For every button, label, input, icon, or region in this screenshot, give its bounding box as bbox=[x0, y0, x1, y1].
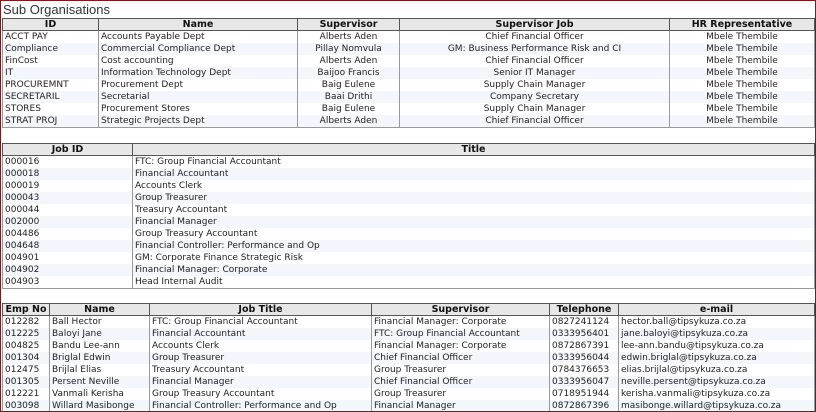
table-cell: Mbele Thembile bbox=[670, 31, 815, 44]
table-cell: Chief Financial Officer bbox=[400, 31, 670, 44]
table-cell: Procurement Stores bbox=[99, 103, 298, 115]
suborgs-header-row bbox=[3, 19, 815, 31]
table-cell: GM: Business Performance Risk and CI bbox=[400, 43, 670, 55]
table-cell: Accounts Payable Dept bbox=[99, 31, 298, 44]
table-cell: Alberts Aden bbox=[298, 31, 400, 44]
table-cell: 000019 bbox=[3, 180, 133, 192]
table-cell: Baloyi Jane bbox=[50, 328, 150, 340]
table-cell: Baig Eulene bbox=[298, 79, 400, 91]
table-cell: 004825 bbox=[3, 340, 50, 352]
job-row[interactable] bbox=[3, 180, 815, 192]
table-cell: Financial Controller: Performance and Op bbox=[133, 240, 815, 252]
table-cell: 004902 bbox=[3, 264, 133, 276]
column-header[interactable]: ID bbox=[3, 19, 99, 31]
table-cell: Group Treasurer bbox=[372, 388, 550, 400]
employees-table bbox=[2, 303, 815, 412]
column-header[interactable]: Supervisor bbox=[298, 19, 400, 31]
table-cell: 000043 bbox=[3, 192, 133, 204]
table-cell: 000044 bbox=[3, 204, 133, 216]
table-cell: Mbele Thembile bbox=[670, 79, 815, 91]
column-header[interactable]: HR Representative bbox=[670, 19, 815, 31]
table-cell: 012282 bbox=[3, 316, 50, 329]
table-cell: jane.baloyi@tipsykuza.co.za bbox=[619, 328, 815, 340]
column-header[interactable]: Emp No bbox=[3, 304, 50, 316]
table-cell: Group Treasurer bbox=[133, 192, 815, 204]
table-cell: Willard Masibonge bbox=[50, 400, 150, 412]
table-cell: Secretarial bbox=[99, 91, 298, 103]
table-cell: 000018 bbox=[3, 168, 133, 180]
column-header[interactable]: Name bbox=[50, 304, 150, 316]
table-cell: Financial Manager: Corporate bbox=[372, 340, 550, 352]
table-cell: Compliance bbox=[3, 43, 99, 55]
table-cell: hector.ball@tipsykuza.co.za bbox=[619, 316, 815, 329]
table-cell: Pillay Nomvula bbox=[298, 43, 400, 55]
table-cell: Senior IT Manager bbox=[400, 67, 670, 79]
employee-row[interactable] bbox=[3, 316, 815, 329]
table-cell: masibonge.willard@tipsykuza.co.za bbox=[619, 400, 815, 412]
suborg-row[interactable] bbox=[3, 115, 815, 128]
table-cell: Baig Eulene bbox=[298, 103, 400, 115]
column-header[interactable]: Telephone bbox=[550, 304, 619, 316]
job-row[interactable] bbox=[3, 276, 815, 289]
table-cell: Company Secretary bbox=[400, 91, 670, 103]
table-cell: IT bbox=[3, 67, 99, 79]
table-cell: Chief Financial Officer bbox=[400, 115, 670, 128]
table-cell: Accounts Clerk bbox=[133, 180, 815, 192]
table-cell: lee-ann.bandu@tipsykuza.co.za bbox=[619, 340, 815, 352]
employee-row[interactable] bbox=[3, 328, 815, 340]
employee-row[interactable] bbox=[3, 400, 815, 412]
table-cell: Mbele Thembile bbox=[670, 43, 815, 55]
job-row[interactable] bbox=[3, 264, 815, 276]
table-cell: 0333956047 bbox=[550, 376, 619, 388]
table-cell: Bandu Lee-ann bbox=[50, 340, 150, 352]
table-cell: SECRETARIL bbox=[3, 91, 99, 103]
table-cell: Financial Manager: Corporate bbox=[372, 316, 550, 329]
table-cell: GM: Corporate Finance Strategic Risk bbox=[133, 252, 815, 264]
table-cell: 003098 bbox=[3, 400, 50, 412]
table-cell: Mbele Thembile bbox=[670, 67, 815, 79]
table-cell: Group Treasurer bbox=[150, 352, 372, 364]
table-cell: Brijlal Elias bbox=[50, 364, 150, 376]
table-cell: 000016 bbox=[3, 156, 133, 169]
table-cell: Vanmali Kerisha bbox=[50, 388, 150, 400]
table-cell: 001305 bbox=[3, 376, 50, 388]
table-cell: Briglal Edwin bbox=[50, 352, 150, 364]
column-header[interactable]: Title bbox=[133, 144, 815, 156]
table-cell: Financial Manager bbox=[150, 376, 372, 388]
suborg-row[interactable] bbox=[3, 43, 815, 55]
table-cell: Ball Hector bbox=[50, 316, 150, 329]
page-title: Sub Organisations bbox=[3, 2, 110, 17]
job-row[interactable] bbox=[3, 228, 815, 240]
employee-row[interactable] bbox=[3, 352, 815, 364]
table-cell: 0872867396 bbox=[550, 400, 619, 412]
table-cell: Treasury Accountant bbox=[150, 364, 372, 376]
table-cell: Baai Drithi bbox=[298, 91, 400, 103]
table-cell: Financial Accountant bbox=[150, 328, 372, 340]
job-row[interactable] bbox=[3, 216, 815, 228]
job-row[interactable] bbox=[3, 156, 815, 169]
table-cell: FTC: Group Financial Accountant bbox=[150, 316, 372, 329]
suborg-row[interactable] bbox=[3, 79, 815, 91]
column-header[interactable]: Supervisor Job bbox=[400, 19, 670, 31]
table-cell: Financial Manager: Corporate bbox=[133, 264, 815, 276]
table-cell: neville.persent@tipsykuza.co.za bbox=[619, 376, 815, 388]
table-cell: FinCost bbox=[3, 55, 99, 67]
table-cell: Persent Neville bbox=[50, 376, 150, 388]
table-cell: Financial Controller: Performance and Op bbox=[150, 400, 372, 412]
table-cell: Alberts Aden bbox=[298, 55, 400, 67]
employees-header-row bbox=[3, 304, 815, 316]
job-row[interactable] bbox=[3, 204, 815, 216]
table-cell: Mbele Thembile bbox=[670, 115, 815, 128]
suborg-row[interactable] bbox=[3, 55, 815, 67]
table-cell: Alberts Aden bbox=[298, 115, 400, 128]
table-cell: Information Technology Dept bbox=[99, 67, 298, 79]
table-cell: 012475 bbox=[3, 364, 50, 376]
suborg-row[interactable] bbox=[3, 67, 815, 79]
column-header[interactable]: Job ID bbox=[3, 144, 133, 156]
table-cell: 0872867391 bbox=[550, 340, 619, 352]
table-cell: Head Internal Audit bbox=[133, 276, 815, 289]
table-cell: Group Treasury Accountant bbox=[150, 388, 372, 400]
table-cell: 004903 bbox=[3, 276, 133, 289]
table-cell: edwin.briglal@tipsykuza.co.za bbox=[619, 352, 815, 364]
column-header[interactable]: Supervisor bbox=[372, 304, 550, 316]
table-cell: 012225 bbox=[3, 328, 50, 340]
table-cell: Supply Chain Manager bbox=[400, 79, 670, 91]
table-cell: Accounts Clerk bbox=[150, 340, 372, 352]
table-cell: Baijoo Francis bbox=[298, 67, 400, 79]
job-row[interactable] bbox=[3, 168, 815, 180]
table-cell: Chief Financial Officer bbox=[400, 55, 670, 67]
table-cell: Treasury Accountant bbox=[133, 204, 815, 216]
table-cell: 012221 bbox=[3, 388, 50, 400]
table-cell: Financial Accountant bbox=[133, 168, 815, 180]
table-cell: STORES bbox=[3, 103, 99, 115]
table-cell: FTC: Group Financial Accountant bbox=[133, 156, 815, 169]
table-cell: Group Treasury Accountant bbox=[133, 228, 815, 240]
table-cell: STRAT PROJ bbox=[3, 115, 99, 128]
column-header[interactable]: Job Title bbox=[150, 304, 372, 316]
table-cell: Mbele Thembile bbox=[670, 91, 815, 103]
table-cell: elias.brijlal@tipsykuza.co.za bbox=[619, 364, 815, 376]
table-cell: 0333956401 bbox=[550, 328, 619, 340]
job-row[interactable] bbox=[3, 192, 815, 204]
employee-row[interactable] bbox=[3, 388, 815, 400]
table-cell: 002000 bbox=[3, 216, 133, 228]
table-cell: Procurement Dept bbox=[99, 79, 298, 91]
table-cell: 0827241124 bbox=[550, 316, 619, 329]
table-cell: Commercial Compliance Dept bbox=[99, 43, 298, 55]
column-header[interactable]: Name bbox=[99, 19, 298, 31]
table-cell: ACCT PAY bbox=[3, 31, 99, 44]
employee-row[interactable] bbox=[3, 364, 815, 376]
table-cell: 0333956044 bbox=[550, 352, 619, 364]
employee-row[interactable] bbox=[3, 340, 815, 352]
table-cell: Mbele Thembile bbox=[670, 55, 815, 67]
jobs-header-row bbox=[3, 144, 815, 156]
table-cell: Chief Financial Officer bbox=[372, 352, 550, 364]
table-cell: 0784376653 bbox=[550, 364, 619, 376]
table-cell: 004486 bbox=[3, 228, 133, 240]
table-cell: 0718951944 bbox=[550, 388, 619, 400]
table-cell: Strategic Projects Dept bbox=[99, 115, 298, 128]
table-cell: 004648 bbox=[3, 240, 133, 252]
sub-organisations-table bbox=[2, 18, 815, 128]
jobs-table bbox=[2, 143, 815, 289]
table-cell: Chief Financial Officer bbox=[372, 376, 550, 388]
table-cell: FTC: Group Financial Accountant bbox=[372, 328, 550, 340]
job-row[interactable] bbox=[3, 252, 815, 264]
table-cell: 004901 bbox=[3, 252, 133, 264]
table-cell: Financial Manager bbox=[372, 400, 550, 412]
table-cell: PROCUREMNT bbox=[3, 79, 99, 91]
job-row[interactable] bbox=[3, 240, 815, 252]
column-header[interactable]: e-mail bbox=[619, 304, 815, 316]
table-cell: Cost accounting bbox=[99, 55, 298, 67]
suborg-row[interactable] bbox=[3, 31, 815, 44]
suborg-row[interactable] bbox=[3, 91, 815, 103]
table-cell: 001304 bbox=[3, 352, 50, 364]
table-cell: Supply Chain Manager bbox=[400, 103, 670, 115]
table-cell: Financial Manager bbox=[133, 216, 815, 228]
suborg-row[interactable] bbox=[3, 103, 815, 115]
table-cell: Group Treasurer bbox=[372, 364, 550, 376]
table-cell: Mbele Thembile bbox=[670, 103, 815, 115]
table-cell: kerisha.vanmali@tipsykuza.co.za bbox=[619, 388, 815, 400]
employee-row[interactable] bbox=[3, 376, 815, 388]
